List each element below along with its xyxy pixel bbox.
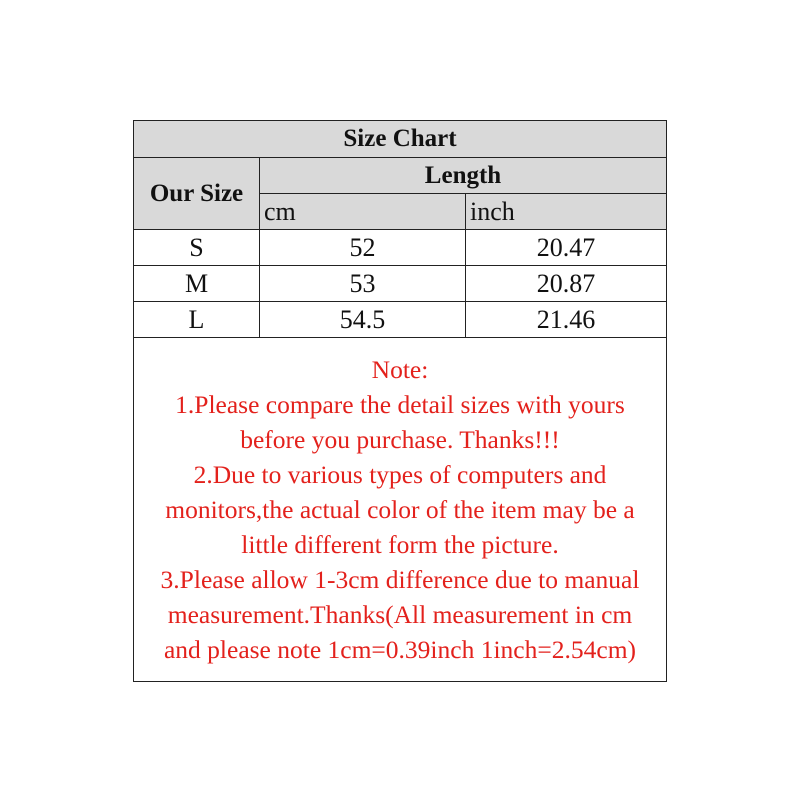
table-title: Size Chart <box>134 121 666 158</box>
inch-header: inch <box>466 194 666 230</box>
note-line: little different form the picture. <box>241 530 559 559</box>
inch-cell: 20.87 <box>466 266 666 302</box>
cm-header: cm <box>260 194 466 230</box>
note-section <box>134 338 666 681</box>
size-cell: S <box>134 230 260 266</box>
our-size-header: Our Size <box>134 158 260 230</box>
size-cell: L <box>134 302 260 338</box>
note-line: measurement.Thanks(All measurement in cm <box>167 600 633 629</box>
length-header: Length <box>260 158 666 194</box>
note-line: 2.Due to various types of computers and <box>193 460 607 489</box>
note-line: before you purchase. Thanks!!! <box>240 425 560 454</box>
note-line: 3.Please allow 1-3cm difference due to manual <box>160 565 640 594</box>
cm-cell: 54.5 <box>260 302 466 338</box>
cm-cell: 52 <box>260 230 466 266</box>
inch-cell: 20.47 <box>466 230 666 266</box>
note-line: and please note 1cm=0.39inch 1inch=2.54cm) <box>163 635 637 664</box>
note-line: 1.Please compare the detail sizes with yours <box>175 390 625 419</box>
size-chart-table <box>133 120 667 682</box>
note-line: Note: <box>371 355 429 384</box>
cm-cell: 53 <box>260 266 466 302</box>
note-line: monitors,the actual color of the item may be a <box>165 495 635 524</box>
inch-cell: 21.46 <box>466 302 666 338</box>
size-cell: M <box>134 266 260 302</box>
